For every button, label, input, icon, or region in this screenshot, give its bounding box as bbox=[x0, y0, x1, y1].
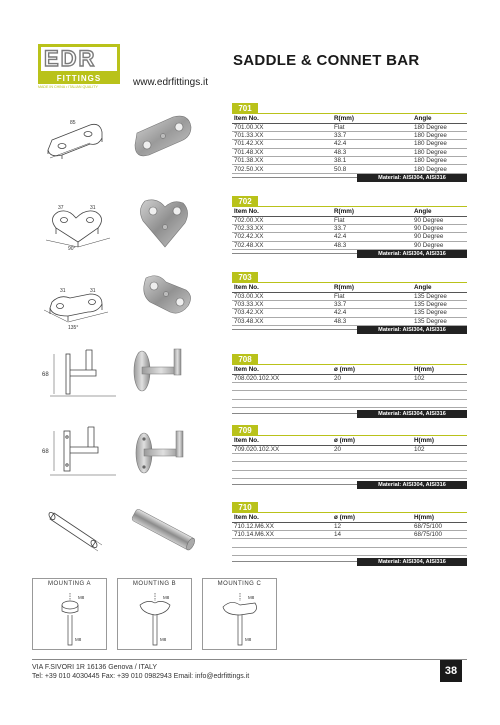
table-header-row bbox=[232, 283, 467, 292]
table-cell: 33.7 bbox=[332, 131, 412, 139]
photo-710 bbox=[128, 508, 198, 553]
table-cell bbox=[332, 539, 412, 547]
table-cell: 12 bbox=[332, 522, 412, 530]
column-header: H(mm) bbox=[412, 513, 467, 522]
d702-dim-a: 37 bbox=[58, 205, 64, 211]
table-header-row bbox=[232, 207, 467, 216]
table-cell bbox=[232, 547, 332, 555]
page-title: SADDLE & CONNET BAR bbox=[233, 52, 420, 69]
table-cell: 90 Degree bbox=[412, 216, 467, 224]
table-cell: 14 bbox=[332, 530, 412, 538]
photo-709 bbox=[130, 425, 198, 480]
table-cell bbox=[412, 382, 467, 390]
section-code: 708 bbox=[232, 354, 258, 365]
table-cell: 701.42.XX bbox=[232, 140, 332, 148]
section-701 bbox=[232, 103, 467, 182]
mounting-b-diagram bbox=[128, 591, 183, 649]
page-number: 38 bbox=[440, 660, 462, 682]
table-row bbox=[232, 547, 467, 555]
table-row bbox=[232, 131, 467, 139]
table-cell: 90 Degree bbox=[412, 224, 467, 232]
spec-table bbox=[232, 114, 467, 174]
material-label: Material: AISI304, AISI316 bbox=[357, 558, 467, 566]
mounting-b bbox=[117, 578, 192, 650]
mounting-c bbox=[202, 578, 277, 650]
column-header: Item No. bbox=[232, 365, 332, 374]
table-cell: 701.48.XX bbox=[232, 148, 332, 156]
table-cell: 180 Degree bbox=[412, 157, 467, 165]
mounting-label: MOUNTING A bbox=[47, 581, 91, 587]
m-bottom-a: M8 bbox=[75, 637, 82, 642]
table-row bbox=[232, 157, 467, 165]
table-cell: 42.4 bbox=[332, 140, 412, 148]
table-cell bbox=[412, 399, 467, 407]
section-code: 709 bbox=[232, 425, 258, 436]
column-header: H(mm) bbox=[412, 436, 467, 445]
table-row bbox=[232, 462, 467, 470]
column-header: Item No. bbox=[232, 513, 332, 522]
table-row bbox=[232, 382, 467, 390]
section-code: 710 bbox=[232, 502, 258, 513]
drawing-709 bbox=[36, 425, 126, 477]
table-cell: 48.3 bbox=[332, 317, 412, 325]
table-cell: Flat bbox=[332, 123, 412, 131]
table-cell: 180 Degree bbox=[412, 123, 467, 131]
table-row bbox=[232, 470, 467, 478]
mounting-a-diagram bbox=[43, 591, 98, 649]
table-cell bbox=[332, 453, 412, 461]
logo-subtext: FITTINGS bbox=[56, 74, 102, 83]
d701-dim: 85 bbox=[70, 120, 76, 126]
table-row bbox=[232, 374, 467, 382]
table-cell: 701.00.XX bbox=[232, 123, 332, 131]
table-row bbox=[232, 309, 467, 317]
table-row bbox=[232, 224, 467, 232]
table-header-row bbox=[232, 365, 467, 374]
column-header: H(mm) bbox=[412, 365, 467, 374]
table-row bbox=[232, 522, 467, 530]
table-row bbox=[232, 165, 467, 173]
d703-dim-b: 31 bbox=[90, 288, 96, 294]
table-cell: 702.42.XX bbox=[232, 233, 332, 241]
m-top-a: M8 bbox=[78, 595, 85, 600]
table-cell: 703.00.XX bbox=[232, 292, 332, 300]
table-cell: 20 bbox=[332, 374, 412, 382]
table-cell bbox=[232, 462, 332, 470]
table-cell: 33.7 bbox=[332, 300, 412, 308]
table-cell: 42.4 bbox=[332, 309, 412, 317]
table-cell: 50.8 bbox=[332, 165, 412, 173]
table-cell: 38.1 bbox=[332, 157, 412, 165]
table-cell bbox=[232, 399, 332, 407]
drawing-710 bbox=[40, 505, 120, 555]
table-cell: 90 Degree bbox=[412, 241, 467, 249]
column-header: R(mm) bbox=[332, 283, 412, 292]
material-label: Material: AISI304, AISI316 bbox=[357, 410, 467, 418]
table-cell: 102 bbox=[412, 445, 467, 453]
m-bottom-b: M8 bbox=[160, 637, 167, 642]
table-cell bbox=[332, 462, 412, 470]
material-label: Material: AISI304, AISI316 bbox=[357, 250, 467, 258]
column-header: ø (mm) bbox=[332, 513, 412, 522]
section-code: 701 bbox=[232, 103, 258, 114]
table-cell: 701.33.XX bbox=[232, 131, 332, 139]
m-top-b: M8 bbox=[163, 595, 170, 600]
table-row bbox=[232, 233, 467, 241]
section-709 bbox=[232, 425, 467, 489]
table-cell bbox=[412, 470, 467, 478]
table-cell: Flat bbox=[332, 292, 412, 300]
table-cell: 42.4 bbox=[332, 233, 412, 241]
table-cell bbox=[232, 453, 332, 461]
column-header: Item No. bbox=[232, 436, 332, 445]
table-cell: 701.38.XX bbox=[232, 157, 332, 165]
column-header: Angle bbox=[412, 283, 467, 292]
column-header: R(mm) bbox=[332, 207, 412, 216]
column-header: Item No. bbox=[232, 114, 332, 123]
table-cell: 703.48.XX bbox=[232, 317, 332, 325]
drawing-703 bbox=[38, 282, 118, 332]
table-cell bbox=[332, 391, 412, 399]
table-cell: 702.00.XX bbox=[232, 216, 332, 224]
footer-address: VIA F.SIVORI 1R 16136 Genova / ITALY bbox=[32, 664, 158, 671]
m-bottom-c: M8 bbox=[245, 637, 252, 642]
table-row bbox=[232, 241, 467, 249]
table-cell: 703.42.XX bbox=[232, 309, 332, 317]
table-cell bbox=[232, 382, 332, 390]
table-cell: 90 Degree bbox=[412, 233, 467, 241]
drawing-702 bbox=[38, 200, 118, 252]
table-cell: 702.50.XX bbox=[232, 165, 332, 173]
logo-tagline: MADE IN CHINA • ITALIAN QUALITY bbox=[38, 85, 98, 89]
footer-contact: Tel: +39 010 4030445 Fax: +39 010 0982943 Email: info@edrfittings.it bbox=[32, 673, 250, 680]
table-cell bbox=[412, 453, 467, 461]
table-cell: 708.020.102.XX bbox=[232, 374, 332, 382]
table-cell bbox=[232, 470, 332, 478]
photo-703 bbox=[140, 272, 195, 324]
table-cell: 710.12.M6.XX bbox=[232, 522, 332, 530]
table-cell: 135 Degree bbox=[412, 317, 467, 325]
table-cell: 702.48.XX bbox=[232, 241, 332, 249]
table-cell: 68/75/100 bbox=[412, 530, 467, 538]
table-row bbox=[232, 140, 467, 148]
table-cell bbox=[232, 391, 332, 399]
table-row bbox=[232, 216, 467, 224]
d703-angle: 135° bbox=[68, 325, 79, 331]
table-cell: 102 bbox=[412, 374, 467, 382]
column-header: R(mm) bbox=[332, 114, 412, 123]
spec-table bbox=[232, 283, 467, 326]
d702-dim-b: 31 bbox=[90, 205, 96, 211]
table-cell bbox=[412, 539, 467, 547]
material-label: Material: AISI304, AISI316 bbox=[357, 326, 467, 334]
d703-dim-a: 31 bbox=[60, 288, 66, 294]
table-cell: 709.020.102.XX bbox=[232, 445, 332, 453]
table-row bbox=[232, 317, 467, 325]
table-row bbox=[232, 391, 467, 399]
table-cell bbox=[332, 399, 412, 407]
column-header: Item No. bbox=[232, 283, 332, 292]
table-cell bbox=[332, 470, 412, 478]
table-cell bbox=[412, 462, 467, 470]
spec-table bbox=[232, 207, 467, 250]
spec-table bbox=[232, 436, 467, 479]
m-top-c: M8 bbox=[248, 595, 255, 600]
column-header: Angle bbox=[412, 207, 467, 216]
table-cell: 703.33.XX bbox=[232, 300, 332, 308]
table-cell bbox=[412, 391, 467, 399]
table-cell: Flat bbox=[332, 216, 412, 224]
section-703 bbox=[232, 272, 467, 334]
website-link[interactable]: www.edrfittings.it bbox=[133, 77, 209, 88]
table-cell: 135 Degree bbox=[412, 309, 467, 317]
table-cell: 48.3 bbox=[332, 241, 412, 249]
table-cell: 33.7 bbox=[332, 224, 412, 232]
d708-height: 68 bbox=[42, 372, 49, 378]
table-cell: 135 Degree bbox=[412, 292, 467, 300]
section-708 bbox=[232, 354, 467, 418]
brand-logo bbox=[38, 44, 120, 90]
column-header: Angle bbox=[412, 114, 467, 123]
table-row bbox=[232, 399, 467, 407]
d702-angle: 90° bbox=[68, 246, 76, 252]
drawing-701 bbox=[40, 110, 115, 170]
mounting-label: MOUNTING C bbox=[217, 581, 262, 587]
section-code: 702 bbox=[232, 196, 258, 207]
material-label: Material: AISI304, AISI316 bbox=[357, 481, 467, 489]
photo-701 bbox=[133, 113, 195, 158]
table-cell: 180 Degree bbox=[412, 140, 467, 148]
table-cell: 180 Degree bbox=[412, 165, 467, 173]
table-row bbox=[232, 530, 467, 538]
section-code: 703 bbox=[232, 272, 258, 283]
column-header: ø (mm) bbox=[332, 436, 412, 445]
photo-708 bbox=[128, 345, 196, 397]
drawing-708 bbox=[36, 348, 126, 398]
table-cell: 48.3 bbox=[332, 148, 412, 156]
table-cell bbox=[412, 547, 467, 555]
table-header-row bbox=[232, 436, 467, 445]
table-cell: 180 Degree bbox=[412, 131, 467, 139]
table-row bbox=[232, 539, 467, 547]
table-row bbox=[232, 453, 467, 461]
photo-702 bbox=[137, 197, 192, 249]
mounting-c-diagram bbox=[213, 591, 268, 649]
table-row bbox=[232, 445, 467, 453]
mounting-label: MOUNTING B bbox=[132, 581, 177, 587]
table-cell: 20 bbox=[332, 445, 412, 453]
logo-text: EDR bbox=[44, 46, 97, 71]
spec-table bbox=[232, 365, 467, 408]
table-cell: 710.14.M6.XX bbox=[232, 530, 332, 538]
table-cell bbox=[332, 547, 412, 555]
table-cell bbox=[232, 539, 332, 547]
mounting-a bbox=[32, 578, 107, 650]
table-header-row bbox=[232, 114, 467, 123]
table-cell bbox=[332, 382, 412, 390]
spec-table bbox=[232, 513, 467, 556]
table-cell: 135 Degree bbox=[412, 300, 467, 308]
section-710 bbox=[232, 502, 467, 566]
table-row bbox=[232, 292, 467, 300]
table-row bbox=[232, 148, 467, 156]
d709-height: 68 bbox=[42, 449, 49, 455]
table-row bbox=[232, 300, 467, 308]
column-header: ø (mm) bbox=[332, 365, 412, 374]
table-header-row bbox=[232, 513, 467, 522]
section-702 bbox=[232, 196, 467, 258]
table-cell: 68/75/100 bbox=[412, 522, 467, 530]
table-cell: 180 Degree bbox=[412, 148, 467, 156]
table-cell: 702.33.XX bbox=[232, 224, 332, 232]
column-header: Item No. bbox=[232, 207, 332, 216]
footer-divider bbox=[32, 659, 467, 660]
material-label: Material: AISI304, AISI316 bbox=[357, 174, 467, 182]
table-row bbox=[232, 123, 467, 131]
